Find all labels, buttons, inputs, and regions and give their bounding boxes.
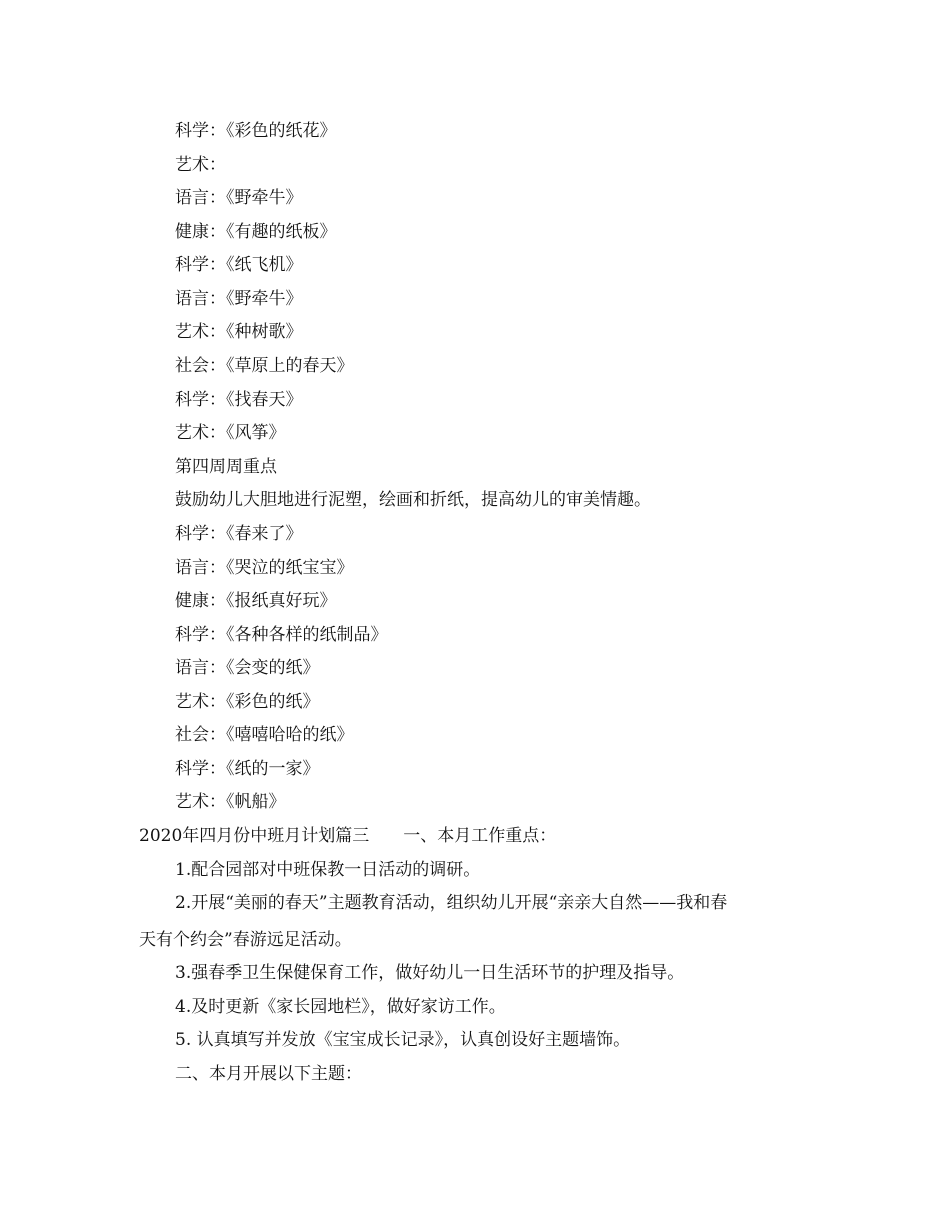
activity-line: 科学：《纸飞机》 <box>175 255 303 275</box>
activity-line: 语言：《野牵牛》 <box>175 188 303 208</box>
activity-line: 艺术：《帆船》 <box>175 792 286 812</box>
activity-line: 艺术：《彩色的纸》 <box>175 692 320 712</box>
subsection-heading: 二、本月开展以下主题： <box>175 1064 362 1084</box>
work-item: 4.及时更新《家长园地栏》，做好家访工作。 <box>175 997 506 1017</box>
activity-line: 语言：《哭泣的纸宝宝》 <box>175 558 354 578</box>
work-item: 1.配合园部对中班保教一日活动的调研。 <box>175 860 481 880</box>
activity-line: 艺术：《风筝》 <box>175 423 286 443</box>
activity-line: 艺术： <box>175 155 226 175</box>
activity-line: 科学：《彩色的纸花》 <box>175 121 337 141</box>
section-title: 2020年四月份中班月计划篇三 一、本月工作重点： <box>139 826 557 846</box>
activity-line: 语言：《会变的纸》 <box>175 658 320 678</box>
activity-line: 社会：《草原上的春天》 <box>175 356 354 376</box>
activity-line: 艺术：《种树歌》 <box>175 322 303 342</box>
activity-line: 科学：《找春天》 <box>175 390 303 410</box>
activity-line: 语言：《野牵牛》 <box>175 289 303 309</box>
work-item: 5. 认真填写并发放《宝宝成长记录》，认真创设好主题墙饰。 <box>175 1030 631 1050</box>
activity-line: 科学：《春来了》 <box>175 524 303 544</box>
work-item: 3.强春季卫生保健保育工作，做好幼儿一日生活环节的护理及指导。 <box>175 963 685 983</box>
work-item-continuation: 天有个约会”春游远足活动。 <box>139 930 352 950</box>
activity-line: 科学：《各种各样的纸制品》 <box>175 625 388 645</box>
activity-line: 科学：《纸的一家》 <box>175 759 320 779</box>
week-focus: 鼓励幼儿大胆地进行泥塑，绘画和折纸，提高幼儿的审美情趣。 <box>175 490 651 510</box>
activity-line: 社会：《嘻嘻哈哈的纸》 <box>175 725 354 745</box>
activity-line: 健康：《有趣的纸板》 <box>175 222 337 242</box>
work-item: 2.开展“美丽的春天”主题教育活动，组织幼儿开展“亲亲大自然——我和春 <box>175 893 728 913</box>
activity-line: 健康：《报纸真好玩》 <box>175 591 337 611</box>
week-heading: 第四周周重点 <box>175 457 277 477</box>
